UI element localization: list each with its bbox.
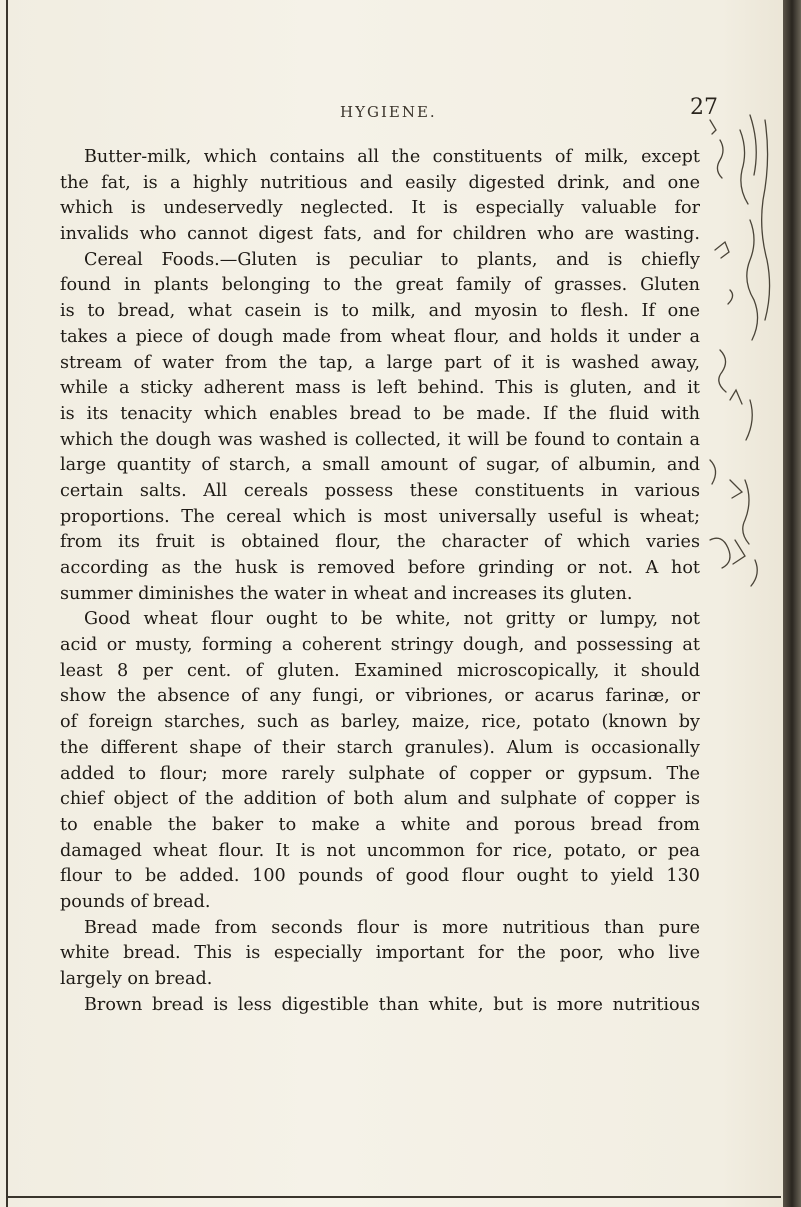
text-line: which the dough was washed is collected, it will be found to contain a xyxy=(60,429,700,450)
text-line: the different shape of their starch granules). Alum is occasionally xyxy=(60,737,700,758)
text-line: stream of water from the tap, a large part of it is washed away, xyxy=(60,352,700,373)
margin-handwriting xyxy=(690,100,780,620)
text-line: show the absence of any fungi, or vibriones, or acarus farinæ, or xyxy=(60,686,700,707)
text-line: large quantity of starch, a small amount of sugar, of albumin, and xyxy=(60,455,700,476)
text-line: proportions. The cereal which is most universally useful is wheat; xyxy=(60,506,700,527)
text-line: according as the husk is removed before grinding or not. A hot xyxy=(60,558,700,578)
text-line: is its tenacity which enables bread to be made. If the fluid with xyxy=(60,403,700,424)
text-line: takes a piece of dough made from wheat flour, and holds it under a xyxy=(60,326,700,347)
body-text xyxy=(60,145,700,1018)
text-line: certain salts. All cereals possess these constituents in various xyxy=(60,480,700,501)
text-line: pounds of bread. xyxy=(60,891,211,912)
page-binding-edge xyxy=(783,0,801,1207)
text-line: summer diminishes the water in wheat and increases its gluten. xyxy=(60,583,633,604)
text-line: Good wheat flour ought to be white, not gritty or lumpy, not xyxy=(84,609,700,630)
text-line: while a sticky adherent mass is left behind. This is gluten, and it xyxy=(60,378,700,399)
text-line: damaged wheat flour. It is not uncommon for rice, potato, or pea xyxy=(60,840,700,861)
running-head xyxy=(0,95,801,125)
text-line: is to bread, what casein is to milk, and myosin to flesh. If one xyxy=(60,301,700,322)
running-title: HYGIENE. xyxy=(340,103,437,121)
text-line: of foreign starches, such as barley, maize, rice, potato (known by xyxy=(60,712,700,733)
text-line: largely on bread. xyxy=(60,969,213,989)
text-line: Bread made from seconds flour is more nutritious than pure xyxy=(84,917,700,938)
text-line: which is undeservedly neglected. It is especially valuable for xyxy=(60,198,700,219)
text-line: Butter-milk, which contains all the constituents of milk, except xyxy=(84,147,700,167)
text-line: least 8 per cent. of gluten. Examined microscopically, it should xyxy=(60,660,700,681)
text-line: Cereal Foods.—Gluten is peculiar to plants, and is chiefly xyxy=(84,249,700,270)
text-line: flour to be added. 100 pounds of good flour ought to yield 130 xyxy=(60,866,700,887)
text-line: to enable the baker to make a white and porous bread from xyxy=(60,814,700,835)
text-line: chief object of the addition of both alum and sulphate of copper is xyxy=(60,789,700,810)
text-line: found in plants belonging to the great family of grasses. Gluten xyxy=(60,275,700,296)
page-left-border xyxy=(6,0,8,1207)
text-line: invalids who cannot digest fats, and for children who are wasting. xyxy=(60,224,700,245)
text-line: acid or musty, forming a coherent stringy dough, and possessing at xyxy=(60,635,700,656)
text-line: white bread. This is especially important for the poor, who live xyxy=(60,943,700,964)
text-line: from its fruit is obtained flour, the character of which varies xyxy=(60,532,700,553)
text-line: added to flour; more rarely sulphate of copper or gypsum. The xyxy=(60,763,700,784)
page-bottom-border xyxy=(6,1196,781,1198)
text-line: the fat, is a highly nutritious and easily digested drink, and one xyxy=(60,172,700,193)
text-line: Brown bread is less digestible than white, but is more nutritious xyxy=(84,994,700,1015)
page-number: 27 xyxy=(690,95,718,120)
